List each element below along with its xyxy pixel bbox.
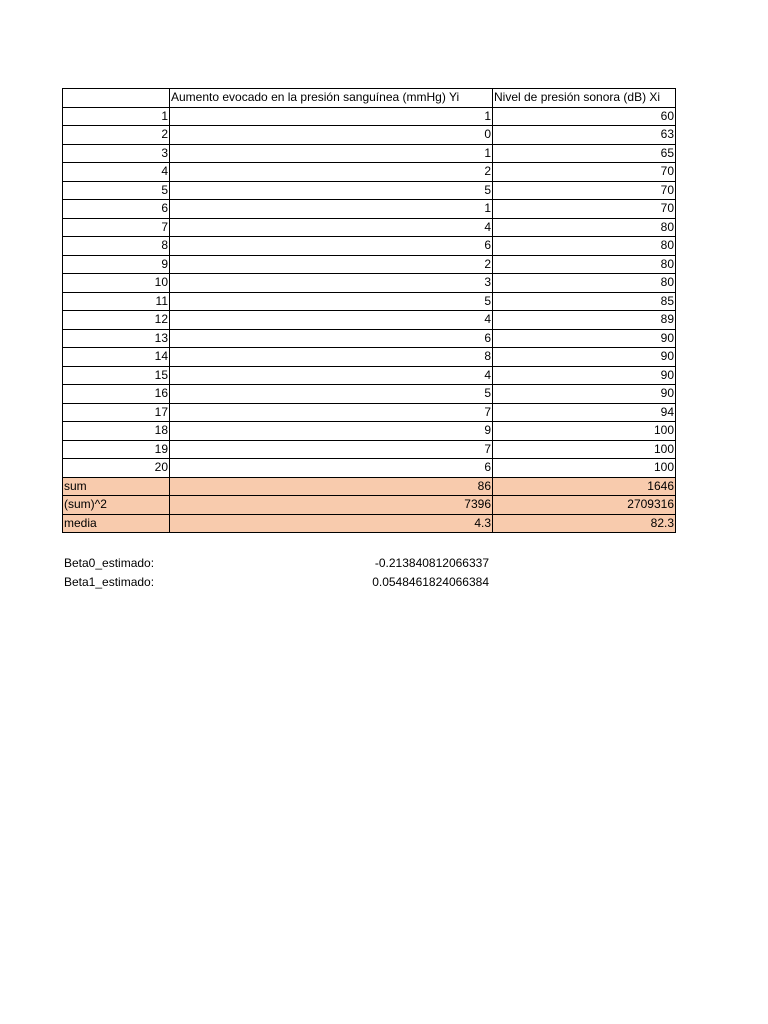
index-cell[interactable]: 6 [63,200,170,219]
xi-cell[interactable]: 90 [493,329,676,348]
table-row [63,255,676,274]
header-cell-yi[interactable]: Aumento evocado en la presión sanguínea (mmHg) Yi [170,89,493,108]
yi-cell[interactable]: 6 [170,237,493,256]
yi-cell[interactable]: 2 [170,255,493,274]
xi-cell[interactable]: 82.3 [493,514,676,533]
xi-cell[interactable]: 80 [493,274,676,293]
yi-cell[interactable]: 7 [170,440,493,459]
beta0-label: Beta0_estimado: [64,556,155,570]
table-body [63,89,676,533]
yi-cell[interactable]: 9 [170,422,493,441]
xi-cell[interactable]: 80 [493,218,676,237]
table-row [63,422,676,441]
index-cell[interactable]: 19 [63,440,170,459]
index-cell[interactable]: 5 [63,181,170,200]
beta1-label: Beta1_estimado: [64,575,155,589]
xi-cell[interactable]: 1646 [493,477,676,496]
beta1-estimate [64,574,489,590]
yi-cell[interactable]: 1 [170,200,493,219]
yi-cell[interactable]: 6 [170,329,493,348]
yi-cell[interactable]: 4.3 [170,514,493,533]
xi-cell[interactable]: 70 [493,200,676,219]
summary-row [63,496,676,515]
index-cell[interactable]: 18 [63,422,170,441]
index-cell[interactable]: media [63,514,170,533]
summary-row [63,477,676,496]
xi-cell[interactable]: 89 [493,311,676,330]
table-row [63,311,676,330]
yi-cell[interactable]: 4 [170,218,493,237]
table-row [63,385,676,404]
table-row [63,348,676,367]
index-cell[interactable]: 11 [63,292,170,311]
xi-cell[interactable]: 70 [493,163,676,182]
index-cell[interactable]: 4 [63,163,170,182]
xi-cell[interactable]: 2709316 [493,496,676,515]
yi-cell[interactable]: 4 [170,366,493,385]
index-cell[interactable]: 17 [63,403,170,422]
table-row [63,163,676,182]
table-row [63,144,676,163]
yi-cell[interactable]: 7 [170,403,493,422]
index-cell[interactable]: 1 [63,107,170,126]
xi-cell[interactable]: 100 [493,440,676,459]
beta0-value: -0.213840812066337 [374,556,489,570]
header-cell-index[interactable] [63,89,170,108]
yi-cell[interactable]: 4 [170,311,493,330]
yi-cell[interactable]: 0 [170,126,493,145]
summary-row [63,514,676,533]
yi-cell[interactable]: 2 [170,163,493,182]
index-cell[interactable]: (sum)^2 [63,496,170,515]
xi-cell[interactable]: 90 [493,348,676,367]
index-cell[interactable]: 16 [63,385,170,404]
xi-cell[interactable]: 85 [493,292,676,311]
index-cell[interactable]: 2 [63,126,170,145]
index-cell[interactable]: 3 [63,144,170,163]
yi-cell[interactable]: 1 [170,107,493,126]
yi-cell[interactable]: 5 [170,292,493,311]
table-row [63,274,676,293]
yi-cell[interactable]: 5 [170,181,493,200]
yi-cell[interactable]: 1 [170,144,493,163]
beta0-estimate [64,555,489,571]
index-cell[interactable]: 20 [63,459,170,478]
table-row [63,181,676,200]
xi-cell[interactable]: 70 [493,181,676,200]
index-cell[interactable]: 9 [63,255,170,274]
yi-cell[interactable]: 86 [170,477,493,496]
xi-cell[interactable]: 100 [493,459,676,478]
yi-cell[interactable]: 7396 [170,496,493,515]
index-cell[interactable]: 13 [63,329,170,348]
xi-cell[interactable]: 65 [493,144,676,163]
header-row [63,89,676,108]
xi-cell[interactable]: 94 [493,403,676,422]
index-cell[interactable]: 10 [63,274,170,293]
yi-cell[interactable]: 3 [170,274,493,293]
table-row [63,126,676,145]
table-row [63,218,676,237]
index-cell[interactable]: 14 [63,348,170,367]
xi-cell[interactable]: 60 [493,107,676,126]
table-row [63,366,676,385]
xi-cell[interactable]: 63 [493,126,676,145]
table-row [63,107,676,126]
xi-cell[interactable]: 100 [493,422,676,441]
yi-cell[interactable]: 5 [170,385,493,404]
index-cell[interactable]: sum [63,477,170,496]
index-cell[interactable]: 12 [63,311,170,330]
index-cell[interactable]: 15 [63,366,170,385]
xi-cell[interactable]: 80 [493,237,676,256]
header-cell-xi[interactable]: Nivel de presión sonora (dB) Xi [493,89,676,108]
xi-cell[interactable]: 80 [493,255,676,274]
yi-cell[interactable]: 6 [170,459,493,478]
xi-cell[interactable]: 90 [493,385,676,404]
table-row [63,440,676,459]
xi-cell[interactable]: 90 [493,366,676,385]
table-row [63,237,676,256]
index-cell[interactable]: 7 [63,218,170,237]
table-row [63,329,676,348]
index-cell[interactable]: 8 [63,237,170,256]
table-row [63,292,676,311]
table-row [63,459,676,478]
table-row [63,200,676,219]
data-table [62,88,676,533]
table-row [63,403,676,422]
beta1-value: 0.0548461824066384 [372,575,489,589]
yi-cell[interactable]: 8 [170,348,493,367]
